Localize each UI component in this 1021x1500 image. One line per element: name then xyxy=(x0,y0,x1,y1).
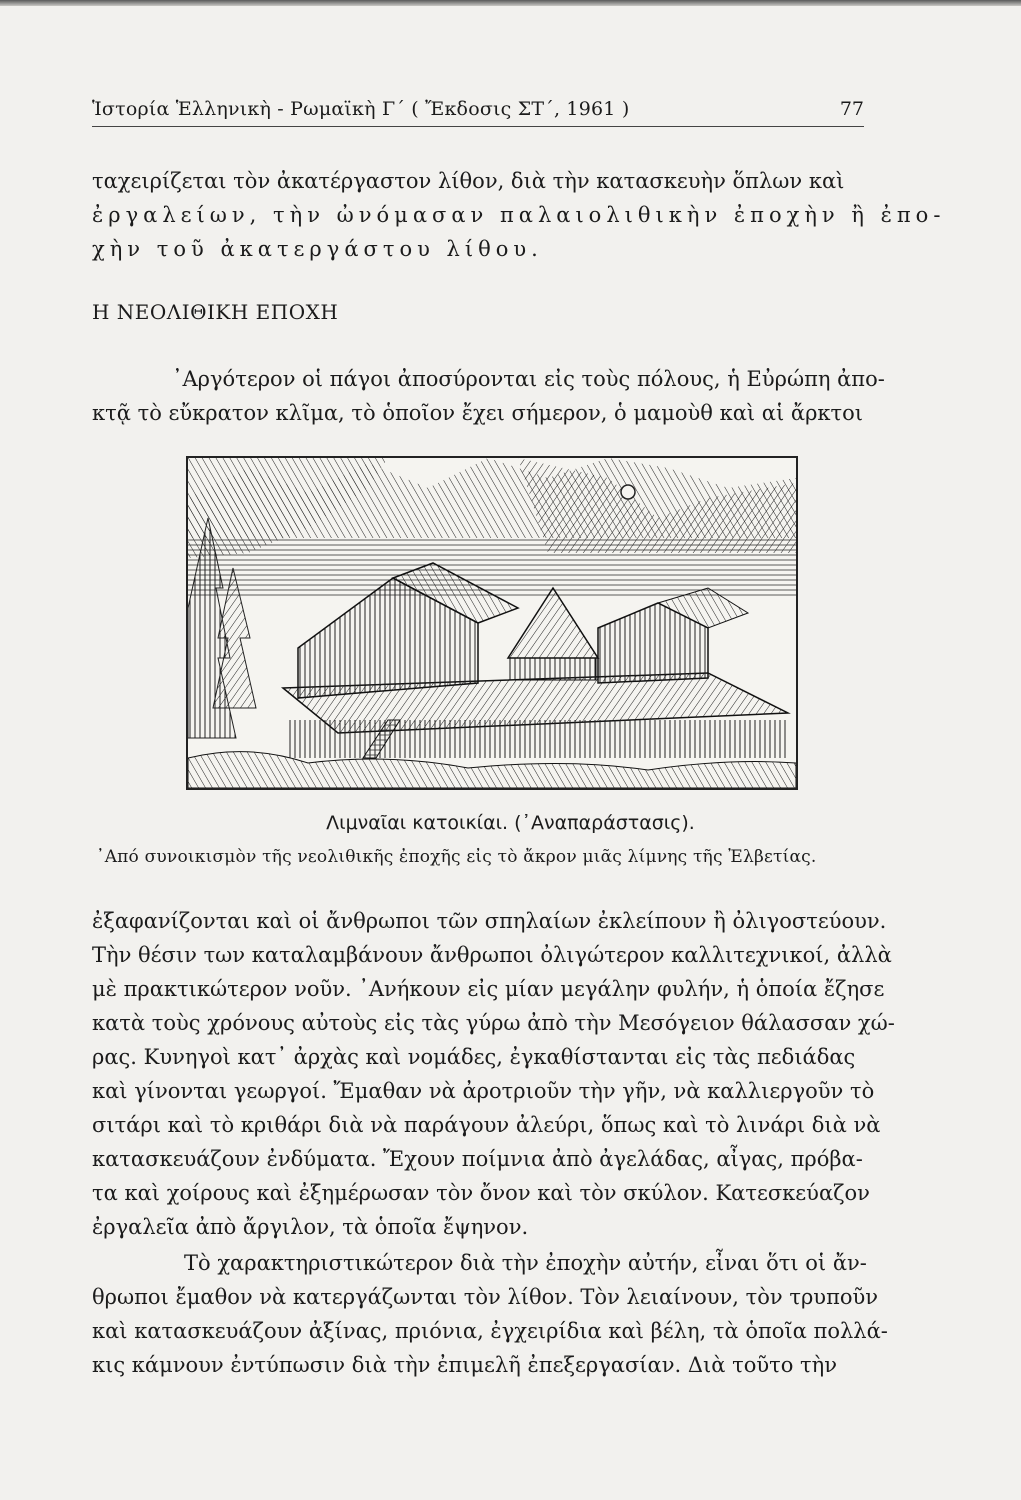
text-line: καὶ γίνονται γεωργοί. Ἔμαθαν νὰ ἀροτριοῦν τὴν γῆν, νὰ καλλιεργοῦν τὸ xyxy=(92,1079,875,1103)
text-line: τα καὶ χοίρους καὶ ἐξημέρωσαν τὸν ὄνον καὶ τὸν σκύλον. Κατεσκεύαζον xyxy=(92,1181,870,1205)
body-paragraph xyxy=(92,904,895,1244)
page-edge xyxy=(0,0,1021,6)
text-line: κτᾷ τὸ εὔκρατον κλῖμα, τὸ ὁποῖον ἔχει σήμερον, ὁ μαμοὺθ καὶ αἱ ἄρκτοι xyxy=(92,401,864,425)
page-number: 77 xyxy=(839,98,864,120)
running-header xyxy=(92,96,864,127)
lake-dwelling-illustration xyxy=(186,456,798,790)
intro-paragraph xyxy=(92,164,946,266)
text-line: ἐργαλείων, τὴν ὠνόμασαν παλαιολιθικὴν ἐποχὴν ἢ ἐπο- xyxy=(92,203,946,227)
section-heading: Η ΝΕΟΛΙΘΙΚΗ ΕΠΟΧΗ xyxy=(92,300,339,324)
figure-caption: Λιμναῖαι κατοικίαι. (᾿Αναπαράστασις). xyxy=(326,812,695,834)
section-paragraph xyxy=(92,362,885,430)
text-line: ρας. Κυνηγοὶ κατ᾿ ἀρχὰς καὶ νομάδες, ἐγκαθίστανται εἰς τὰς πεδιάδας xyxy=(92,1045,856,1069)
text-line: ἐργαλεῖα ἀπὸ ἄργιλον, τὰ ὁποῖα ἔψηνον. xyxy=(92,1215,529,1239)
text-line: ἐξαφανίζονται καὶ οἱ ἄνθρωποι τῶν σπηλαίων ἐκλείπουν ἢ ὀλιγοστεύουν. xyxy=(92,909,887,933)
text-line: Τὸ χαρακτηριστικώτερον διὰ τὴν ἐποχὴν αὐτήν, εἶναι ὅτι οἱ ἄν- xyxy=(184,1251,867,1275)
text-line: κατασκευάζουν ἐνδύματα. Ἔχουν ποίμνια ἀπὸ ἀγελάδας, αἶγας, πρόβα- xyxy=(92,1147,863,1171)
final-paragraph xyxy=(92,1246,888,1382)
text-line: καὶ κατασκευάζουν ἀξίνας, πριόνια, ἐγχειρίδια καὶ βέλη, τὰ ὁποῖα πολλά- xyxy=(92,1319,888,1343)
text-line: Τὴν θέσιν των καταλαμβάνουν ἄνθρωποι ὀλιγώτερον καλλιτεχνικοί, ἀλλὰ xyxy=(92,943,892,967)
text-line: χὴν τοῦ ἀκατεργάστου λίθου. xyxy=(92,237,543,261)
text-line: κις κάμνουν ἐντύπωσιν διὰ τὴν ἐπιμελῆ ἐπεξεργασίαν. Διὰ τοῦτο τὴν xyxy=(92,1353,838,1377)
text-line: σιτάρι καὶ τὸ κριθάρι διὰ νὰ παράγουν ἀλεύρι, ὅπως καὶ τὸ λινάρι διὰ νὰ xyxy=(92,1113,881,1137)
running-title: Ἱστορία Ἑλληνικὴ - Ρωμαϊκὴ Γ´ ( Ἔκδοσις ΣΤ´, 1961 ) xyxy=(92,98,630,120)
text-line: μὲ πρακτικώτερον νοῦν. ᾿Ανήκουν εἰς μίαν μεγάλην φυλήν, ἡ ὁποία ἔζησε xyxy=(92,977,885,1001)
text-line: θρωποι ἔμαθον νὰ κατεργάζωνται τὸν λίθον. Τὸν λειαίνουν, τὸν τρυποῦν xyxy=(92,1285,879,1309)
figure-subcaption: ᾿Από συνοικισμὸν τῆς νεολιθικῆς ἐποχῆς εἰς τὸ ἄκρον μιᾶς λίμνης τῆς Ἐλβετίας. xyxy=(96,847,817,867)
text-line: ταχειρίζεται τὸν ἀκατέργαστον λίθον, διὰ τὴν κατασκευὴν ὅπλων καὶ xyxy=(92,169,845,193)
text-line: ᾿Αργότερον οἱ πάγοι ἀποσύρονται εἰς τοὺς πόλους, ἡ Εὐρώπη ἀπο- xyxy=(172,367,885,391)
text-line: κατὰ τοὺς χρόνους αὐτοὺς εἰς τὰς γύρω ἀπὸ τὴν Μεσόγειον θάλασσαν χώ- xyxy=(92,1011,895,1035)
